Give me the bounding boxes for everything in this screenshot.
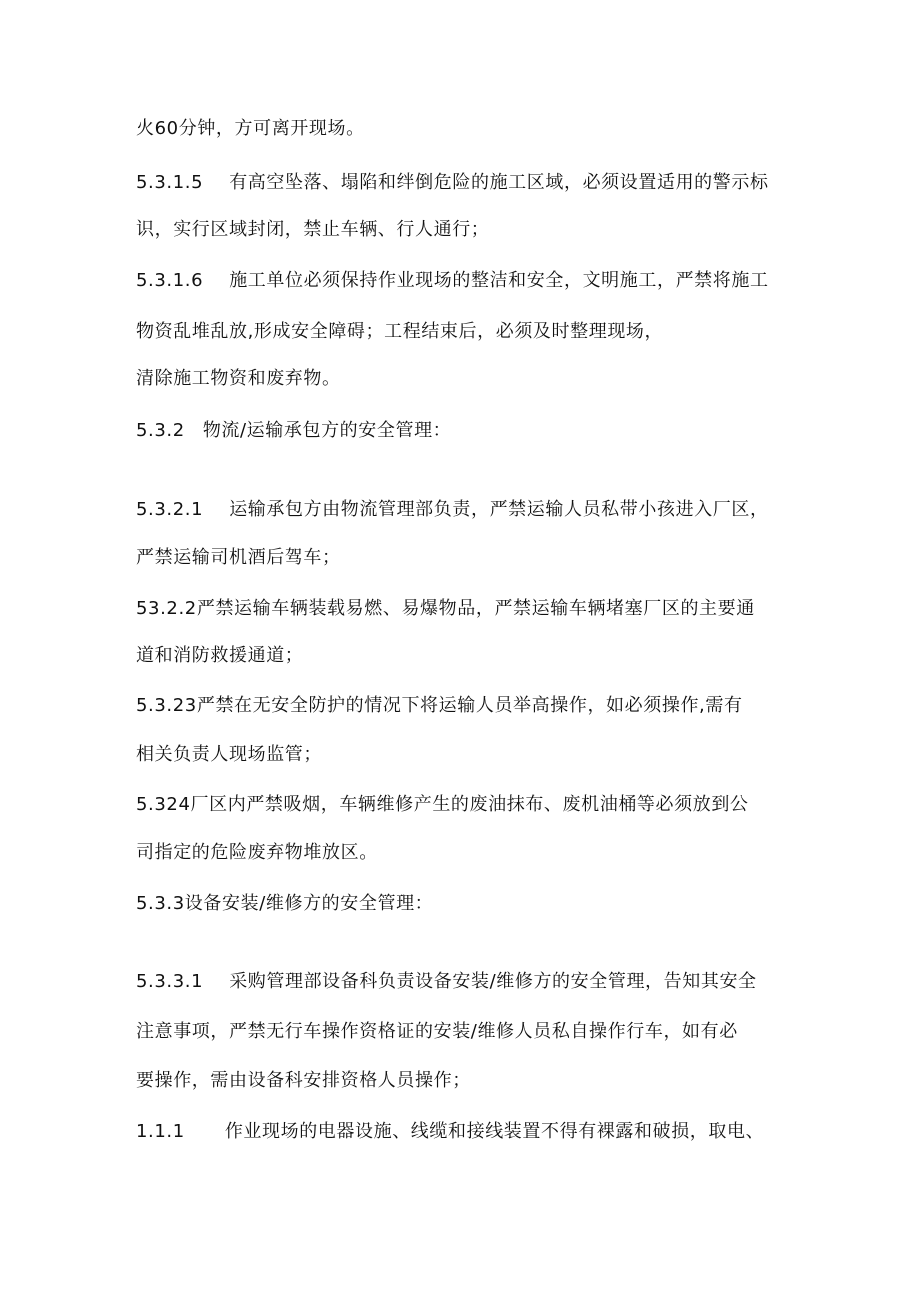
line-text: 要操作，需由设备科安排资格人员操作；: [136, 1070, 471, 1091]
line-text: 采购管理部设备科负责设备安装/维修方的安全管理，告知其安全: [229, 971, 757, 992]
line-text: 5.3.23严禁在无安全防护的情况下将运输人员举高操作，如必须操作,需有: [136, 695, 743, 716]
line-text: 物流/运输承包方的安全管理：: [202, 420, 452, 441]
line-text: 识，实行区域封闭，禁止车辆、行人通行；: [136, 219, 490, 240]
text-line-3: [136, 219, 489, 241]
text-line-5: [136, 321, 663, 343]
clause-5-3-2-1: [136, 499, 769, 521]
section-5-3-3: [136, 893, 433, 915]
line-text: 有高空坠落、塌陷和绊倒危险的施工区域，必须设置适用的警示标: [229, 172, 769, 193]
line-text: 5.3.3设备安装/维修方的安全管理：: [136, 893, 434, 914]
text-line-13: [136, 744, 322, 766]
line-text: 物资乱堆乱放,形成安全障碍；工程结束后，必须及时整理现场，: [136, 321, 664, 342]
clause-5-3-3-1: [136, 971, 757, 993]
text-line-18: [136, 1021, 738, 1043]
clause-5-3-1-6: [136, 270, 769, 292]
line-text: 相关负责人现场监管；: [136, 744, 322, 765]
text-line-19: [136, 1070, 471, 1092]
line-text: 清除施工物资和废弃物。: [136, 368, 341, 389]
clause-number: 5.3.1.5: [136, 172, 204, 193]
text-line-15: [136, 842, 378, 864]
line-text: 注意事项，严禁无行车操作资格证的安装/维修人员私自操作行车，如有必: [136, 1021, 738, 1042]
line-text: 严禁运输司机酒后驾车；: [136, 547, 341, 568]
clause-5-324: [136, 794, 749, 816]
text-line-6: [136, 368, 341, 390]
text-line-9: [136, 547, 341, 569]
line-text: 司指定的危险废弃物堆放区。: [136, 842, 378, 863]
clause-number: 5.3.1.6: [136, 270, 204, 291]
line-text: 火60分钟，方可离开现场。: [136, 118, 365, 139]
clause-5-3-23: [136, 695, 743, 717]
clause-number: 5.3.3.1: [136, 971, 204, 992]
line-text: 运输承包方由物流管理部负责，严禁运输人员私带小孩进入厂区，: [229, 499, 769, 520]
line-text: 施工单位必须保持作业现场的整洁和安全，文明施工，严禁将施工: [229, 270, 769, 291]
clause-1-1-1: [136, 1121, 764, 1143]
line-text: 53.2.2严禁运输车辆装载易燃、易爆物品，严禁运输车辆堵塞厂区的主要通: [136, 598, 755, 619]
clause-number: 5.3.2: [136, 420, 185, 441]
line-text: 作业现场的电器设施、线缆和接线装置不得有裸露和破损，取电、: [224, 1121, 765, 1142]
clause-5-3-1-5: [136, 172, 769, 194]
text-line-11: [136, 645, 303, 667]
text-line-1: [136, 118, 365, 140]
line-text: 道和消防救援通道；: [136, 645, 304, 666]
clause-number: 1.1.1: [136, 1121, 185, 1142]
clause-number: 5.3.2.1: [136, 499, 204, 520]
section-5-3-2: [136, 420, 451, 442]
line-text: 5.324厂区内严禁吸烟，车辆维修产生的废油抹布、废机油桶等必须放到公: [136, 794, 749, 815]
clause-53-2-2: [136, 598, 755, 620]
